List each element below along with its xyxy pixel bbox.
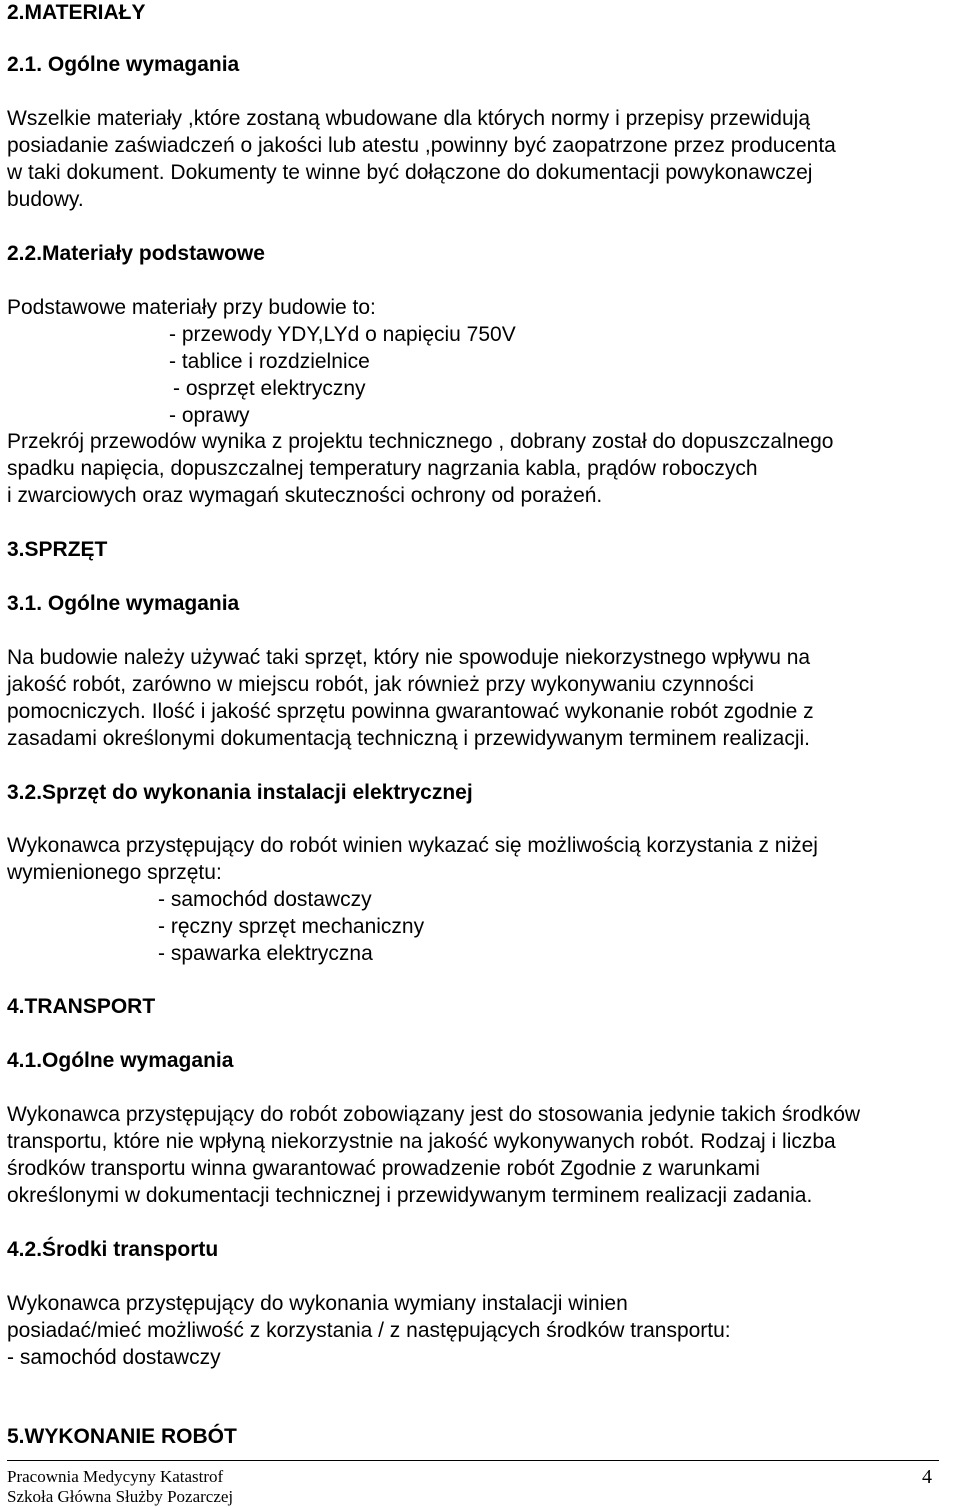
footer-divider — [7, 1460, 939, 1461]
paragraph-line: budowy. — [7, 188, 84, 211]
paragraph-line: - samochód dostawczy — [7, 1346, 221, 1369]
section-2-1-heading: 2.1. Ogólne wymagania — [7, 53, 240, 76]
paragraph-line: i zwarciowych oraz wymagań skuteczności ochrony od porażeń. — [7, 484, 603, 507]
paragraph-line: posiadanie zaświadczeń o jakości lub atestu ,powinny być zaopatrzone przez producenta — [7, 134, 836, 157]
list-item: - spawarka elektryczna — [158, 942, 373, 965]
paragraph-line: wymienionego sprzętu: — [7, 861, 222, 884]
list-intro: Podstawowe materiały przy budowie to: — [7, 296, 376, 319]
paragraph-line: posiadać/mieć możliwość z korzystania / z następujących środków transportu: — [7, 1319, 731, 1342]
paragraph-line: w taki dokument. Dokumenty te winne być dołączone do dokumentacji powykonawczej — [7, 161, 813, 184]
section-2-2-heading: 2.2.Materiały podstawowe — [7, 242, 265, 265]
section-5-heading: 5.WYKONANIE ROBÓT — [7, 1425, 237, 1448]
paragraph-line: spadku napięcia, dopuszczalnej temperatury nagrzania kabla, prądów roboczych — [7, 457, 758, 480]
paragraph-line: pomocniczych. Ilość i jakość sprzętu powinna gwarantować wykonanie robót zgodnie z — [7, 700, 814, 723]
list-item: - przewody YDY,LYd o napięciu 750V — [169, 323, 516, 346]
section-3-2-heading: 3.2.Sprzęt do wykonania instalacji elektrycznej — [7, 781, 473, 804]
footer-institution-line-2: Szkoła Główna Służby Pozarczej — [7, 1487, 234, 1506]
paragraph-line: Wszelkie materiały ,które zostaną wbudowane dla których normy i przepisy przewidują — [7, 107, 811, 130]
page-number: 4 — [922, 1466, 932, 1488]
list-item: - tablice i rozdzielnice — [169, 350, 370, 373]
paragraph-line: Wykonawca przystępujący do wykonania wymiany instalacji winien — [7, 1292, 628, 1315]
list-item: - osprzęt elektryczny — [173, 377, 366, 400]
paragraph-line: Wykonawca przystępujący do robót winien wykazać się możliwością korzystania z niżej — [7, 834, 818, 857]
paragraph-line: Przekrój przewodów wynika z projektu technicznego , dobrany został do dopuszczalnego — [7, 430, 834, 453]
section-2-heading: 2.MATERIAŁY — [7, 1, 146, 24]
paragraph-line: Na budowie należy używać taki sprzęt, który nie spowoduje niekorzystnego wpływu na — [7, 646, 811, 669]
section-3-1-heading: 3.1. Ogólne wymagania — [7, 592, 240, 615]
section-3-heading: 3.SPRZĘT — [7, 538, 108, 561]
footer-institution-line-1: Pracownia Medycyny Katastrof — [7, 1467, 224, 1486]
paragraph-line: Wykonawca przystępujący do robót zobowiązany jest do stosowania jedynie takich środków — [7, 1103, 861, 1126]
paragraph-line: środków transportu winna gwarantować prowadzenie robót Zgodnie z warunkami — [7, 1157, 760, 1180]
list-item: - oprawy — [169, 404, 250, 427]
section-4-2-heading: 4.2.Środki transportu — [7, 1238, 219, 1261]
paragraph-line: określonymi w dokumentacji technicznej i przewidywanym terminem realizacji zadania. — [7, 1184, 813, 1207]
paragraph-line: jakość robót, zarówno w miejscu robót, jak również przy wykonywaniu czynności — [7, 673, 754, 696]
paragraph-line: zasadami określonymi dokumentacją techniczną i przewidywanym terminem realizacji. — [7, 727, 810, 750]
paragraph-line: transportu, które nie wpłyną niekorzystnie na jakość wykonywanych robót. Rodzaj i liczba — [7, 1130, 836, 1153]
section-4-1-heading: 4.1.Ogólne wymagania — [7, 1049, 234, 1072]
list-item: - samochód dostawczy — [158, 888, 372, 911]
section-4-heading: 4.TRANSPORT — [7, 995, 156, 1018]
list-item: - ręczny sprzęt mechaniczny — [158, 915, 425, 938]
